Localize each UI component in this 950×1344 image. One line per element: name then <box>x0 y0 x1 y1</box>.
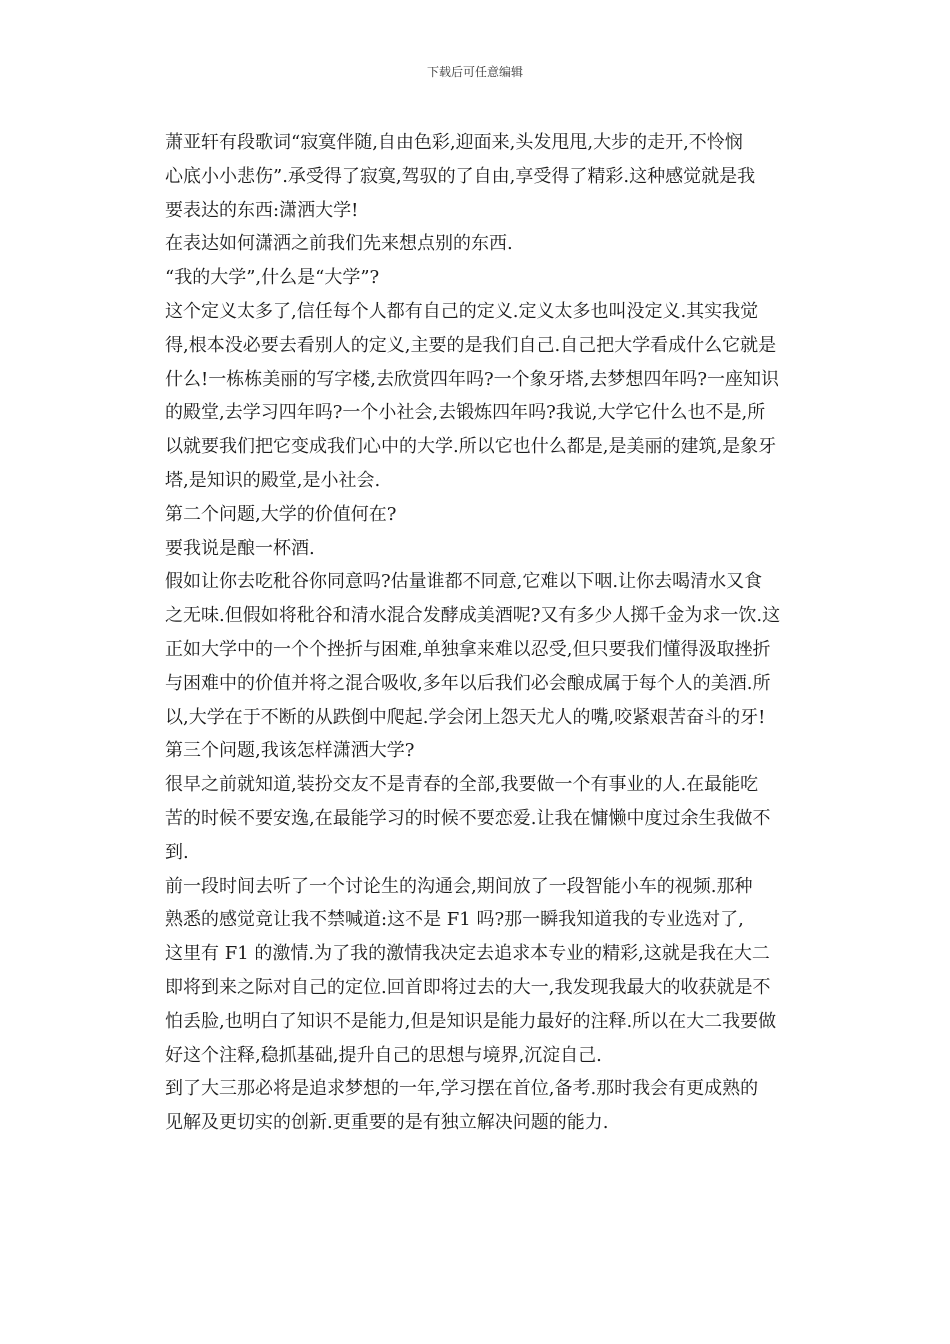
text-line: 什么!一栋栋美丽的写字楼,去欣赏四年吗?一个象牙塔,去梦想四年吗?一座知识 <box>165 368 779 390</box>
paragraph-lyrics <box>143 126 809 227</box>
text-line: 与困难中的价值并将之混合吸收,多年以后我们必会酿成属于每个人的美酒.所 <box>165 672 771 694</box>
paragraph-wine-metaphor <box>143 565 809 734</box>
text-line: 要我说是酿一杯酒. <box>165 537 315 559</box>
text-line: 怕丢脸,也明白了知识不是能力,但是知识是能力最好的注释.所以在大二我要做 <box>165 1010 777 1032</box>
text-line: 到. <box>165 841 189 863</box>
text-line: 塔,是知识的殿堂,是小社会. <box>165 469 381 491</box>
text-line: 好这个注释,稳抓基础,提升自己的思想与境界,沉淀自己. <box>165 1044 602 1066</box>
text-line: 之无味.但假如将秕谷和清水混合发酵成美酒呢?又有多少人掷千金为求一饮.这 <box>165 605 781 627</box>
text-line: 正如大学中的一个个挫折与困难,单独拿来难以忍受,但只要我们懂得汲取挫折 <box>165 638 771 660</box>
text-line: 萧亚轩有段歌词“寂寞伴随,自由色彩,迎面来,头发甩甩,大步的走开,不怜悯 <box>165 132 743 153</box>
text-line: 的殿堂,去学习四年吗?一个小社会,去锻炼四年吗?我说,大学它什么也不是,所 <box>165 402 766 424</box>
paragraph-smart-car <box>143 870 809 938</box>
text-line: 前一段时间去听了一个讨论生的沟通会,期间放了一段智能小车的视频.那种 <box>165 875 753 897</box>
text-line: 以就要我们把它变成我们心中的大学.所以它也什么都是,是美丽的建筑,是象牙 <box>165 436 777 458</box>
paragraph-junior-plan <box>143 1072 809 1140</box>
text-line: 要表达的东西:潇洒大学! <box>165 199 359 221</box>
text-line: 苦的时候不要安逸,在最能学习的时候不要恋爱.让我在慵懒中度过余生我做不 <box>165 807 771 829</box>
text-line: 假如让你去吃秕谷你同意吗?估量谁都不同意,它难以下咽.让你去喝清水又食 <box>165 571 763 593</box>
text-line: 这个定义太多了,信任每个人都有自己的定义.定义太多也叫没定义.其实我觉 <box>165 300 759 322</box>
paragraph-question-heading <box>143 261 809 295</box>
text-line: 到了大三那必将是追求梦想的一年,学习摆在首位,备考.那时我会有更成熟的 <box>165 1078 759 1100</box>
paragraph-answer-wine <box>143 532 809 566</box>
document-body <box>143 126 809 1140</box>
text-line: 这里有 F1 的激情.为了我的激情我决定去追求本专业的精彩,这就是我在大二 <box>165 943 770 965</box>
paragraph-career <box>143 768 809 869</box>
text-line: 得,根本没必要去看别人的定义,主要的是我们自己.自己把大学看成什么它就是 <box>165 334 777 356</box>
text-line: 熟悉的感觉竟让我不禁喊道:这不是 F1 吗?那一瞬我知道我的专业选对了, <box>165 909 744 931</box>
paragraph-intro <box>143 227 809 261</box>
paragraph-second-question <box>143 498 809 532</box>
page-header-note: 下载后可任意编辑 <box>426 65 523 79</box>
text-line: 很早之前就知道,装扮交友不是青春的全部,我要做一个有事业的人.在最能吃 <box>165 774 759 796</box>
text-line: 第三个问题,我该怎样潇洒大学? <box>165 740 415 762</box>
text-line: 即将到来之际对自己的定位.回首即将过去的大一,我发现我最大的收获就是不 <box>165 976 771 998</box>
text-line: 以,大学在于不断的从跌倒中爬起.学会闭上怨天尤人的嘴,咬紧艰苦奋斗的牙! <box>165 706 766 728</box>
paragraph-third-question <box>143 734 809 768</box>
text-line: “我的大学”,什么是“大学”? <box>165 267 380 289</box>
paragraph-sophomore-plan <box>143 937 809 1072</box>
text-line: 见解及更切实的创新.更重要的是有独立解决问题的能力. <box>165 1112 609 1134</box>
text-line: 第二个问题,大学的价值何在? <box>165 503 397 525</box>
text-line: 心底小小悲伤”.承受得了寂寞,驾驭的了自由,享受得了精彩.这种感觉就是我 <box>165 165 756 187</box>
paragraph-definition <box>143 295 809 498</box>
text-line: 在表达如何潇洒之前我们先来想点别的东西. <box>165 233 513 255</box>
